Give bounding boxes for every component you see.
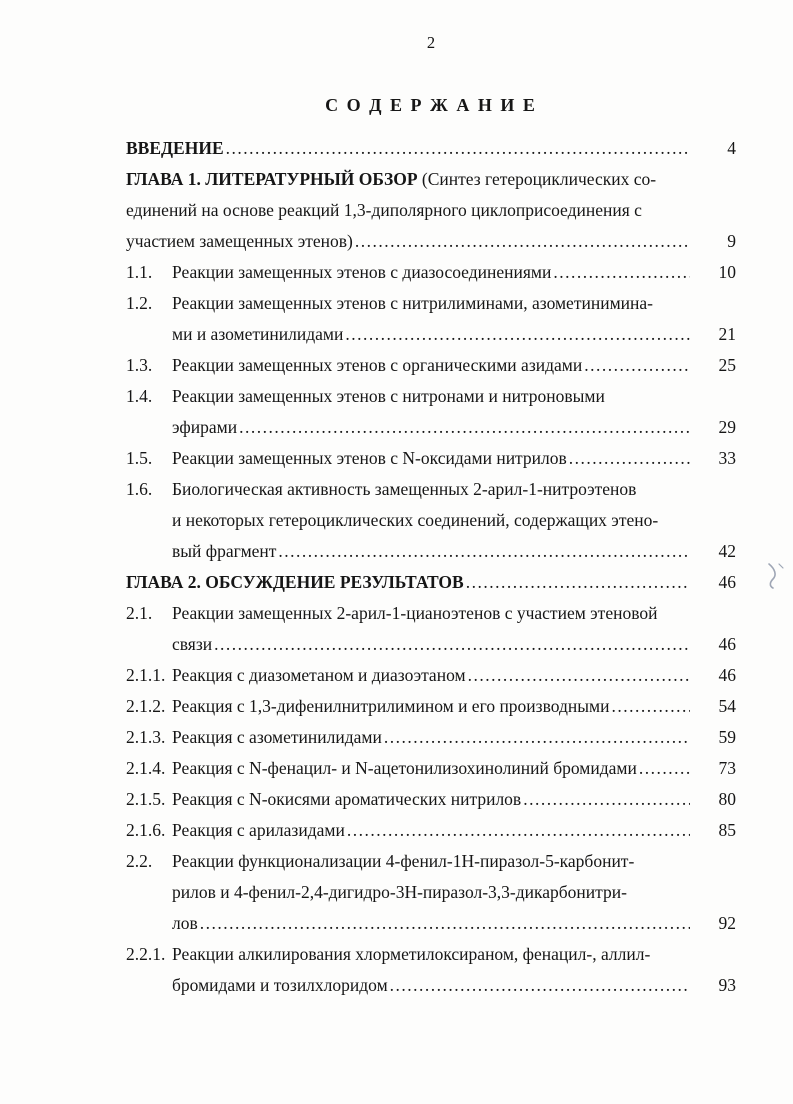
- entry-heading: ВВЕДЕНИЕ: [126, 138, 224, 158]
- entry-text: лов: [172, 913, 198, 933]
- entry-page-number: 4: [727, 138, 736, 158]
- entry-number: 2.1.2.: [126, 696, 166, 716]
- entry-number: 2.2.1.: [126, 944, 166, 964]
- entry-number: 1.3.: [126, 355, 153, 375]
- entry-page-number: 46: [718, 665, 736, 685]
- toc-line: [126, 846, 736, 877]
- toc-line: [126, 133, 736, 164]
- entry-text: Реакции замещенных этенов с N-оксидами нитрилов: [172, 448, 567, 468]
- entry-text: Реакция с N-фенацил- и N-ацетонилизохинолиний бромидами: [172, 758, 637, 778]
- toc-line: [126, 350, 736, 381]
- toc-entry: [126, 133, 736, 164]
- toc-entry: [126, 598, 736, 660]
- entry-page-number: 46: [718, 634, 736, 654]
- toc-line: [126, 226, 736, 257]
- entry-page-number: 54: [718, 696, 736, 716]
- dot-leader: [584, 350, 690, 381]
- entry-text: Реакция с 1,3-дифенилнитрилимином и его производными: [172, 696, 610, 716]
- dot-leader: [553, 257, 690, 288]
- dot-leader: [639, 753, 690, 784]
- entry-page-number: 9: [727, 231, 736, 251]
- dot-leader: [384, 722, 690, 753]
- dot-leader: [569, 443, 690, 474]
- toc-entry: [126, 474, 736, 567]
- toc-line: [126, 784, 736, 815]
- toc-line: [126, 412, 736, 443]
- entry-text: связи: [172, 634, 213, 654]
- entry-page-number: 29: [718, 417, 736, 437]
- toc-entry: [126, 164, 736, 257]
- toc-entry: [126, 722, 736, 753]
- dot-leader: [214, 629, 690, 660]
- entry-number: 2.1.: [126, 603, 153, 623]
- entry-page-number: 59: [718, 727, 736, 747]
- toc-line: [126, 319, 736, 350]
- toc-line: [126, 257, 736, 288]
- entry-page-number: 93: [718, 975, 736, 995]
- dot-leader: [345, 319, 690, 350]
- toc-entry: [126, 815, 736, 846]
- entry-page-number: 85: [718, 820, 736, 840]
- entry-number: 1.2.: [126, 293, 153, 313]
- entry-text: Реакции алкилирования хлорметилоксираном, фенацил-, аллил-: [172, 944, 651, 964]
- dot-leader: [611, 691, 690, 722]
- entry-text: Реакции замещенных этенов с нитрилиминами, азометинимина-: [172, 293, 653, 313]
- toc-line: [126, 691, 736, 722]
- toc-line: [126, 474, 736, 505]
- toc-entry: [126, 784, 736, 815]
- entry-text: (Синтез гетероциклических со-: [417, 169, 657, 189]
- toc-line: [126, 164, 736, 195]
- toc-line: [126, 753, 736, 784]
- entry-number: 2.1.4.: [126, 758, 166, 778]
- toc-line: [126, 443, 736, 474]
- toc-line: [126, 970, 736, 1001]
- entry-text: единений на основе реакций 1,3-диполярного циклоприсоединения с: [126, 200, 642, 220]
- entry-text: Реакции функционализации 4-фенил-1H-пиразол-5-карбонит-: [172, 851, 635, 871]
- toc-line: [126, 815, 736, 846]
- entry-page-number: 10: [718, 262, 736, 282]
- toc-line: [126, 908, 736, 939]
- entry-number: 1.6.: [126, 479, 153, 499]
- toc-entry: [126, 381, 736, 443]
- toc-entry: [126, 443, 736, 474]
- entry-text: бромидами и тозилхлоридом: [172, 975, 388, 995]
- entry-heading: ГЛАВА 2. ОБСУЖДЕНИЕ РЕЗУЛЬТАТОВ: [126, 572, 464, 592]
- entry-number: 2.1.1.: [126, 665, 166, 685]
- page-number: 2: [426, 33, 436, 52]
- entry-text: Биологическая активность замещенных 2-арил-1-нитроэтенов: [172, 479, 637, 499]
- toc-line: [126, 598, 736, 629]
- entry-text: и некоторых гетероциклических соединений, содержащих этено-: [172, 510, 659, 530]
- entry-text: Реакции замещенных 2-арил-1-цианоэтенов с участием этеновой: [172, 603, 658, 623]
- toc-line: [126, 288, 736, 319]
- dot-leader: [278, 536, 690, 567]
- toc-line: [126, 381, 736, 412]
- toc-entry: [126, 939, 736, 1001]
- entry-page-number: 80: [718, 789, 736, 809]
- entry-page-number: 21: [718, 324, 736, 344]
- toc-line: [126, 660, 736, 691]
- entry-number: 2.1.5.: [126, 789, 166, 809]
- entry-text: Реакция с N-окисями ароматических нитрилов: [172, 789, 522, 809]
- dot-leader: [239, 412, 690, 443]
- toc-line: [126, 567, 736, 598]
- entry-page-number: 92: [718, 913, 736, 933]
- entry-text: рилов и 4-фенил-2,4-дигидро-3H-пиразол-3,3-дикарбонитри-: [172, 882, 627, 902]
- entry-text: Реакции замещенных этенов с органическими азидами: [172, 355, 583, 375]
- entry-text: Реакция с диазометаном и диазоэтаном: [172, 665, 466, 685]
- dot-leader: [468, 660, 690, 691]
- dot-leader: [355, 226, 690, 257]
- entry-text: Реакция с азометинилидами: [172, 727, 382, 747]
- entry-text: участием замещенных этенов): [126, 231, 353, 251]
- toc-entry: [126, 288, 736, 350]
- dot-leader: [200, 908, 690, 939]
- entry-text: Реакции замещенных этенов с нитронами и нитроновыми: [172, 386, 605, 406]
- entry-page-number: 73: [718, 758, 736, 778]
- entry-number: 1.4.: [126, 386, 153, 406]
- entry-page-number: 33: [718, 448, 736, 468]
- toc-entry: [126, 350, 736, 381]
- entry-number: 2.2.: [126, 851, 153, 871]
- toc-entry: [126, 753, 736, 784]
- entry-number: 1.1.: [126, 262, 153, 282]
- entry-number: 2.1.3.: [126, 727, 166, 747]
- toc-line: [126, 939, 736, 970]
- handwritten-mark: [765, 562, 787, 592]
- toc: [126, 133, 736, 1001]
- dot-leader: [226, 133, 690, 164]
- entry-text: эфирами: [172, 417, 238, 437]
- dot-leader: [390, 970, 690, 1001]
- toc-line: [126, 505, 736, 536]
- page-title: С О Д Е Р Ж А Н И Е: [325, 95, 537, 115]
- entry-text: вый фрагмент: [172, 541, 277, 561]
- entry-page-number: 46: [718, 572, 736, 592]
- entry-heading: ГЛАВА 1. ЛИТЕРАТУРНЫЙ ОБЗОР: [126, 169, 418, 189]
- toc-entry: [126, 567, 736, 598]
- dot-leader: [523, 784, 690, 815]
- entry-text: Реакция с арилазидами: [172, 820, 345, 840]
- dot-leader: [347, 815, 690, 846]
- toc-entry: [126, 660, 736, 691]
- entry-text: Реакции замещенных этенов с диазосоединениями: [172, 262, 552, 282]
- toc-entry: [126, 691, 736, 722]
- entry-number: 2.1.6.: [126, 820, 166, 840]
- entry-page-number: 25: [718, 355, 736, 375]
- entry-number: 1.5.: [126, 448, 153, 468]
- toc-line: [126, 195, 736, 226]
- entry-page-number: 42: [718, 541, 736, 561]
- dot-leader: [466, 567, 690, 598]
- toc-entry: [126, 846, 736, 939]
- toc-line: [126, 536, 736, 567]
- toc-line: [126, 877, 736, 908]
- toc-line: [126, 722, 736, 753]
- entry-text: ми и азометинилидами: [172, 324, 344, 344]
- toc-entry: [126, 257, 736, 288]
- toc-line: [126, 629, 736, 660]
